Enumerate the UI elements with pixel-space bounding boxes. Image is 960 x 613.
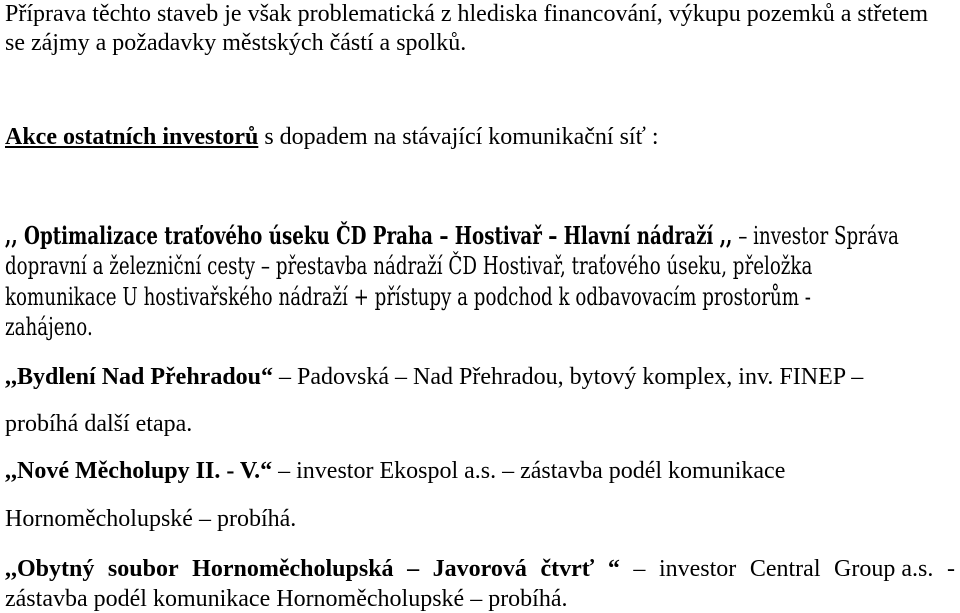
item4-word: čtvrť: [540, 556, 595, 582]
item4-word: –: [633, 556, 646, 582]
item2-line-1: [5, 363, 863, 391]
item3-title: ,,Nové Měcholupy II. - V.“: [5, 458, 273, 484]
item1-open-quote: ,,: [5, 221, 25, 250]
item4-word: investor: [658, 556, 737, 582]
item4-line-1: [5, 555, 955, 583]
item2-line1-rest: – Padovská – Nad Přehradou, bytový komplex, inv. FINEP –: [273, 364, 864, 390]
item4-word: ,,Obytný: [5, 556, 95, 582]
item2-title: ,,Bydlení Nad Přehradou“: [5, 364, 274, 390]
item2-line-2: probíhá další etapa.: [5, 411, 193, 437]
item3-line-1: [5, 457, 785, 485]
item1-title: Optimalizace traťového úseku ČD Praha – Hostivař – Hlavní nádraží ,,: [24, 221, 733, 250]
item1-line-3: komunikace U hostivařského nádraží + přístupy a podchod k odbavovacím prostorům -: [5, 283, 811, 311]
item3-line-2: Hornoměcholupské – probíhá.: [5, 506, 297, 532]
section-heading: [5, 123, 659, 151]
item4-line-2: zástavba podél komunikace Hornoměcholupské – probíhá.: [5, 586, 568, 612]
item4-word: Javorová: [432, 556, 527, 582]
item4-word: -: [946, 556, 955, 582]
section-heading-rest: s dopadem na stávající komunikační síť :: [258, 124, 659, 150]
item4-word: Hornoměcholupská: [192, 556, 394, 582]
intro-line-2: se zájmy a požadavky městských částí a spolků.: [5, 30, 467, 56]
item1-line-2: dopravní a železniční cesty – přestavba nádraží ČD Hostivař, traťového úseku, přeložka: [5, 252, 813, 280]
section-heading-bold: Akce ostatních investorů: [5, 124, 259, 150]
item4-word: soubor: [107, 556, 179, 582]
item1-line-1: [5, 222, 899, 250]
item1-line-4: zahájeno.: [5, 313, 93, 341]
item4-word: Group a.s.: [834, 556, 934, 582]
item1-line1-rest: – investor Správa: [732, 222, 899, 250]
item3-line1-rest: – investor Ekospol a.s. – zástavba podél komunikace: [272, 458, 786, 484]
item4-word: Central: [749, 556, 821, 582]
item4-word: –: [407, 556, 420, 582]
item4-word: “: [607, 556, 620, 582]
intro-line-1: Příprava těchto staveb je však problematická z hlediska financování, výkupu pozemků a střetem: [5, 1, 929, 27]
